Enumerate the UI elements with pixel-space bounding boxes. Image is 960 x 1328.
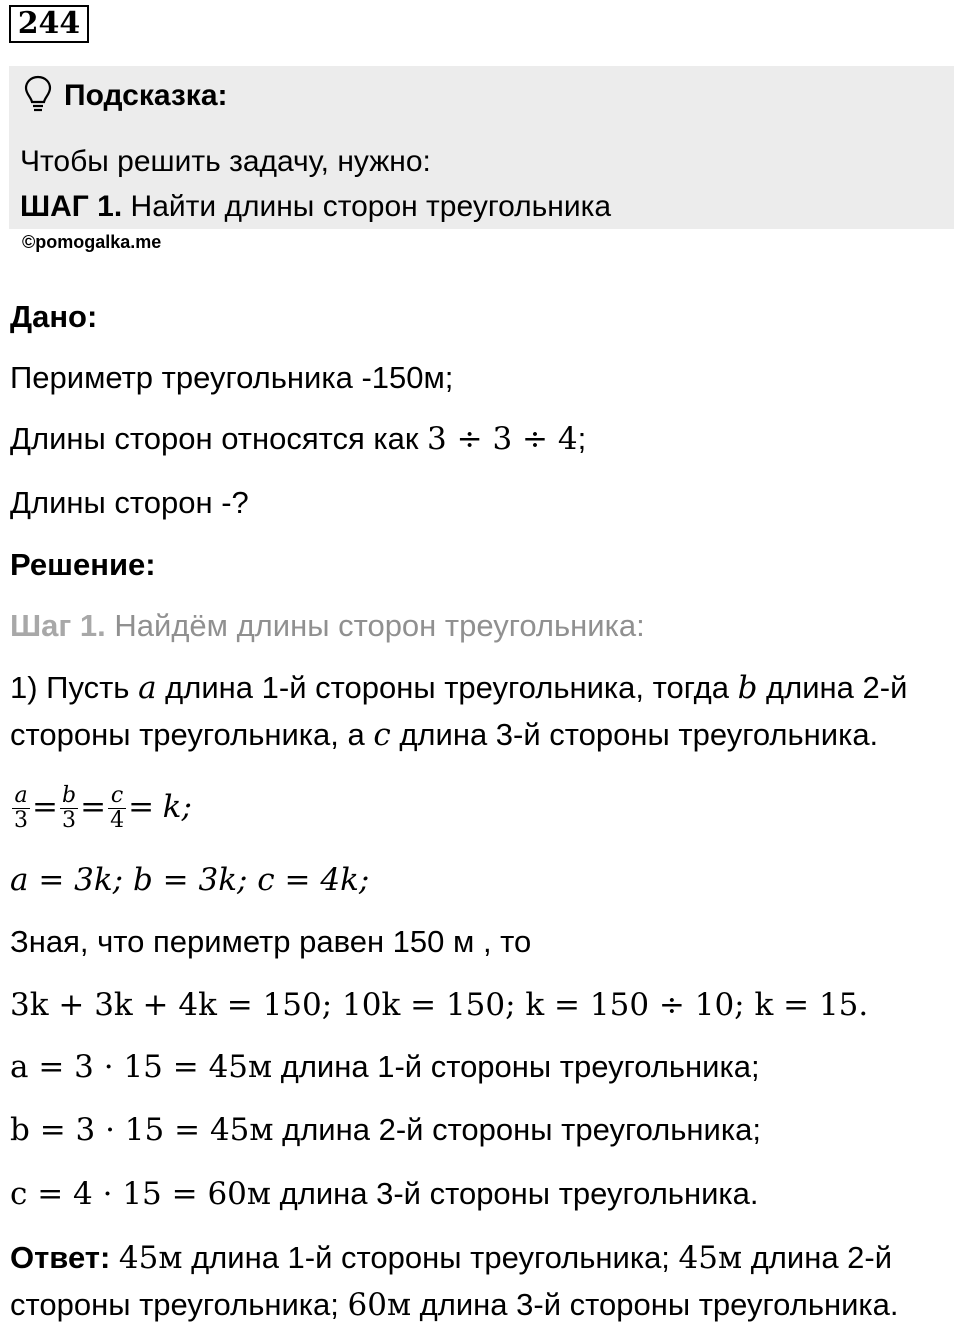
- fraction-tail: k;: [162, 789, 192, 825]
- given-question: Длины сторон -?: [10, 485, 249, 520]
- numerator: b: [61, 783, 77, 809]
- numerator: a: [12, 784, 30, 809]
- result-a: [10, 1047, 760, 1087]
- text: длина 2-й: [757, 670, 908, 705]
- equals: =: [80, 789, 107, 825]
- hint-intro: Чтобы решить задачу, нужно:: [20, 145, 431, 178]
- solution-line-1: [10, 668, 907, 708]
- solution-step-text: Найдём длины сторон треугольника:: [105, 608, 645, 643]
- hint-title: Подсказка:: [64, 79, 228, 112]
- fraction-c: [108, 784, 126, 833]
- solution-line-2: [10, 715, 878, 755]
- text: длина 3-й стороны треугольника.: [390, 717, 879, 752]
- denominator: 3: [62, 808, 77, 834]
- fraction-b: [60, 784, 78, 833]
- result-c-math: c = 4 · 15 = 60м: [10, 1176, 272, 1212]
- equals: =: [128, 789, 155, 825]
- text: стороны треугольника;: [10, 1287, 348, 1322]
- answer-line-2: [10, 1285, 899, 1325]
- given-perimeter: Периметр треугольника -150м;: [10, 360, 454, 395]
- given-ratio-end: ;: [577, 421, 587, 456]
- solution-step: [10, 606, 645, 646]
- equation-line: 3k + 3k + 4k = 150; 10k = 150; k = 150 ÷ 10; k = 15.: [10, 987, 869, 1023]
- result-b: [10, 1110, 761, 1150]
- fraction-equation: [10, 782, 192, 833]
- copyright: ©pomogalka.me: [22, 232, 162, 252]
- result-b-text: длина 2-й стороны треугольника;: [273, 1112, 761, 1147]
- text: 1) Пусть: [10, 670, 139, 705]
- given-heading: Дано:: [10, 299, 98, 334]
- answer-value-2: 45м: [678, 1240, 743, 1276]
- given-ratio-math: 3 ÷ 3 ÷ 4: [427, 421, 578, 457]
- var-c: c: [373, 717, 391, 753]
- text: длина 2-й: [742, 1240, 893, 1275]
- solution-heading: Решение:: [10, 547, 156, 582]
- solution-step-label: Шаг 1.: [10, 608, 106, 643]
- result-c-text: длина 3-й стороны треугольника.: [271, 1176, 759, 1211]
- hint-step-text: Найти длины сторон треугольника: [122, 190, 612, 223]
- hint-step: [20, 187, 611, 227]
- var-a: a: [138, 670, 157, 706]
- fraction-a: [12, 784, 30, 833]
- numerator: c: [108, 784, 126, 809]
- task-number: 244: [9, 5, 89, 43]
- given-ratio: [10, 419, 586, 459]
- result-b-math: b = 3 · 15 = 45м: [10, 1112, 274, 1148]
- result-c: [10, 1174, 758, 1214]
- text: длина 1-й стороны треугольника;: [182, 1240, 679, 1275]
- text: длина 1-й стороны треугольника, тогда: [156, 670, 738, 705]
- text: стороны треугольника, а: [10, 717, 374, 752]
- equals: =: [32, 789, 58, 825]
- hint-step-label: ШАГ 1.: [20, 190, 123, 223]
- denominator: 3: [14, 808, 28, 834]
- expr-abc: a = 3k; b = 3k; c = 4k;: [10, 862, 370, 898]
- given-ratio-text: Длины сторон относятся как: [10, 421, 428, 456]
- result-a-math: a = 3 · 15 = 45м: [10, 1049, 273, 1085]
- knowing-line: Зная, что периметр равен 150 м , то: [10, 924, 532, 959]
- denominator: 4: [110, 808, 125, 834]
- result-a-text: длина 1-й стороны треугольника;: [272, 1049, 760, 1084]
- answer-line-1: [10, 1238, 892, 1278]
- lightbulb-icon: [22, 74, 54, 114]
- answer-value-1: 45м: [118, 1240, 183, 1276]
- var-b: b: [737, 670, 758, 706]
- answer-value-3: 60м: [347, 1287, 412, 1323]
- answer-label: Ответ:: [10, 1240, 111, 1275]
- text: длина 3-й стороны треугольника.: [411, 1287, 899, 1322]
